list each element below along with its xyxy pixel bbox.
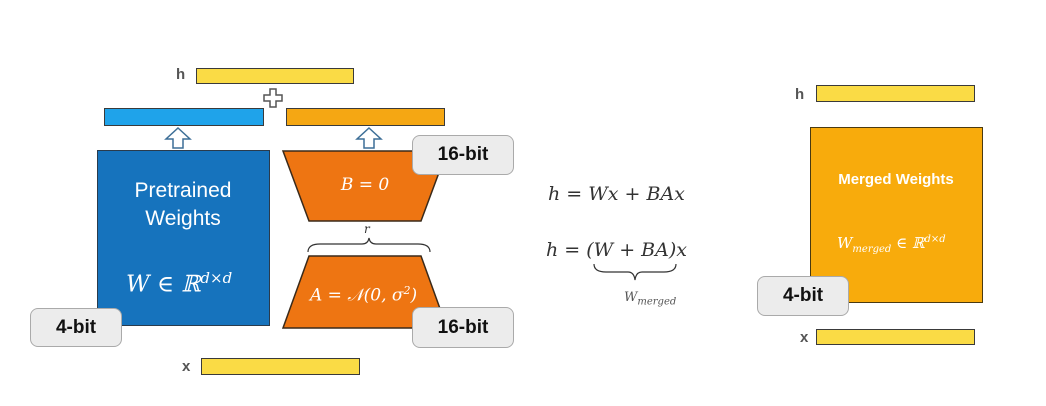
x-input-bar-right xyxy=(816,329,975,345)
merged-w: W xyxy=(624,290,638,305)
merged-sub: merged xyxy=(637,296,677,308)
badge-4bit: 4-bit xyxy=(30,308,122,347)
lora-b-formula: B = 0 xyxy=(340,175,390,195)
plus-icon xyxy=(262,87,284,109)
badge-16bit-top: 16-bit xyxy=(412,135,514,175)
h-output-label: h xyxy=(176,66,186,83)
pretrained-weights-formula xyxy=(126,269,232,298)
pretrained-weights-title: Pretrained Weights xyxy=(134,179,232,230)
a-formula-sup: 2 xyxy=(403,284,411,297)
h-output-bar xyxy=(196,68,354,84)
equation-2: h = (W + BA)x xyxy=(546,239,687,261)
rank-label: r xyxy=(364,222,370,236)
up-arrow-icon xyxy=(164,126,192,150)
lora-output-bar xyxy=(286,108,445,126)
formula-superscript: d×d xyxy=(200,269,233,287)
h-output-label-right: h xyxy=(795,86,805,103)
badge-16bit-bottom: 16-bit xyxy=(412,307,514,348)
equation-1: h = Wx + BAx xyxy=(548,183,685,205)
mf-sub: merged xyxy=(852,244,892,255)
mf-w: W xyxy=(837,234,853,252)
merged-weights-formula xyxy=(837,234,946,255)
x-input-bar xyxy=(201,358,360,375)
a-formula-main: A = 𝒩(0, σ xyxy=(310,285,404,306)
rank-brace xyxy=(306,236,432,254)
x-input-label-right: x xyxy=(800,329,809,346)
badge-4bit-right: 4-bit xyxy=(757,276,849,316)
pretrained-weights-block xyxy=(97,150,270,326)
x-input-label: x xyxy=(182,358,191,375)
merged-weights-title: Merged Weights xyxy=(838,171,954,188)
h-output-bar-right xyxy=(816,85,975,102)
a-formula-close: ) xyxy=(410,285,418,306)
pretrained-output-bar xyxy=(104,108,264,126)
lora-a-formula xyxy=(310,284,417,306)
mf-sup: d×d xyxy=(924,234,946,245)
merged-brace xyxy=(592,262,678,282)
formula-main: W ∈ ℝ xyxy=(126,271,201,298)
mf-rest: ∈ ℝ xyxy=(891,234,925,252)
up-arrow-icon xyxy=(355,126,383,150)
merged-weight-label xyxy=(624,290,676,308)
